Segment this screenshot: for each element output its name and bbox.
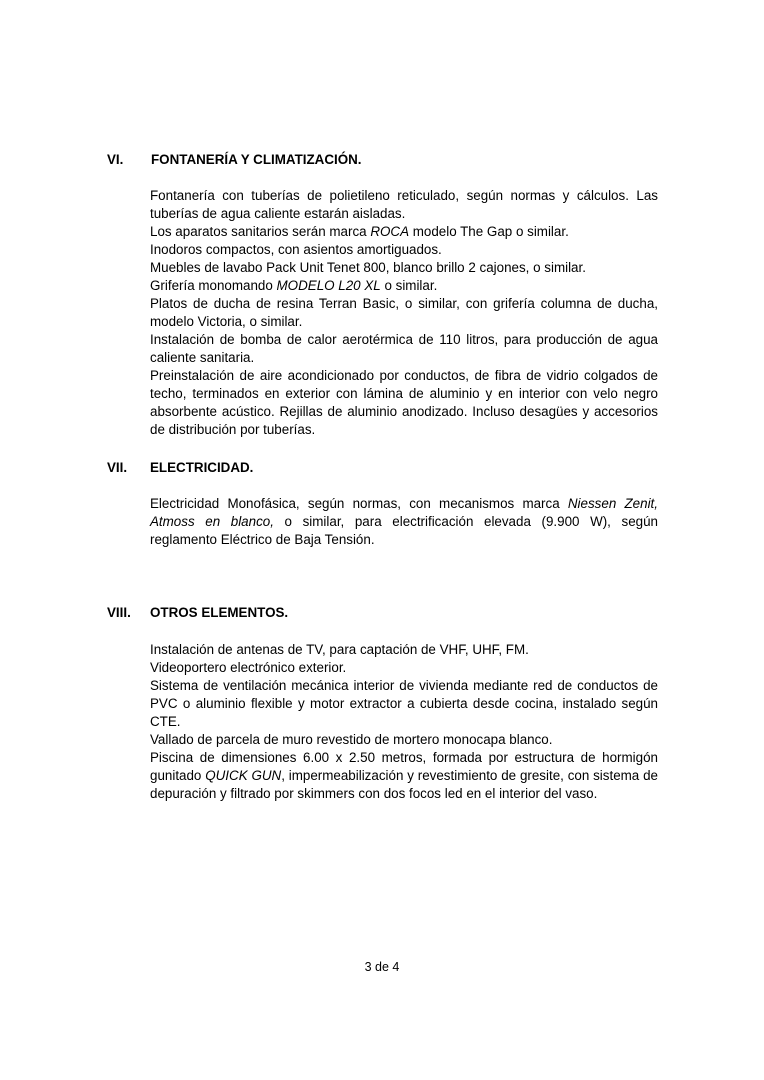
paragraph: Muebles de lavabo Pack Unit Tenet 800, blanco brillo 2 cajones, o similar. — [150, 260, 586, 275]
section-heading — [0, 150, 764, 170]
paragraph: Inodoros compactos, con asientos amortiguados. — [150, 242, 442, 257]
section-number: VII. — [107, 460, 128, 475]
section-number: VIII. — [107, 605, 131, 620]
paragraph: Vallado de parcela de muro revestido de mortero monocapa blanco. — [150, 732, 553, 747]
section-electricidad — [0, 458, 764, 478]
paragraph: Videoportero electrónico exterior. — [150, 660, 347, 675]
paragraph: Los aparatos sanitarios serán marca ROCA modelo The Gap o similar. — [150, 224, 569, 239]
paragraph: Instalación de antenas de TV, para captación de VHF, UHF, FM. — [150, 642, 529, 657]
paragraph: Piscina de dimensiones 6.00 x 2.50 metros, formada por estructura de hormigón gunitado QUICK GUN, impermeabilización y revestimiento de gresite, con sistema de depuración y filtrado por skimmers con dos focos led en el interior del vaso. — [150, 750, 658, 801]
paragraph: Sistema de ventilación mecánica interior de vivienda mediante red de conductos de PVC o aluminio flexible y motor extractor a cubierta desde cocina, instalado según CTE. — [150, 678, 658, 729]
section-body — [150, 187, 658, 439]
paragraph: Instalación de bomba de calor aerotérmica de 110 litros, para producción de agua caliente sanitaria. — [150, 332, 658, 365]
section-body — [150, 495, 658, 549]
section-title: FONTANERÍA Y CLIMATIZACIÓN. — [151, 152, 362, 167]
paragraph: Grifería monomando MODELO L20 XL o similar. — [150, 278, 438, 293]
section-fontaneria — [0, 150, 764, 170]
section-heading — [0, 458, 764, 478]
section-otros-elementos — [0, 603, 764, 623]
paragraph: Platos de ducha de resina Terran Basic, o similar, con grifería columna de ducha, modelo Victoria, o similar. — [150, 296, 658, 329]
section-body — [150, 641, 658, 803]
paragraph: Fontanería con tuberías de polietileno reticulado, según normas y cálculos. Las tuberías de agua caliente estarán aisladas. — [150, 188, 658, 221]
paragraph: Preinstalación de aire acondicionado por conductos, de fibra de vidrio colgados de techo, terminados en exterior con lámina de aluminio y en interior con velo negro absorbente acústico. Rejillas de aluminio anodizado. Incluso desagües y accesorios de distribución por tuberías. — [150, 368, 658, 437]
section-number: VI. — [107, 152, 124, 167]
section-title: OTROS ELEMENTOS. — [150, 605, 289, 620]
section-title: ELECTRICIDAD. — [150, 460, 254, 475]
paragraph: Electricidad Monofásica, según normas, con mecanismos marca Niessen Zenit, Atmoss en blanco, o similar, para electrificación elevada (9.900 W), según reglamento Eléctrico de Baja Tensión. — [150, 496, 658, 547]
page-number: 3 de 4 — [364, 960, 400, 974]
section-heading — [0, 603, 764, 623]
